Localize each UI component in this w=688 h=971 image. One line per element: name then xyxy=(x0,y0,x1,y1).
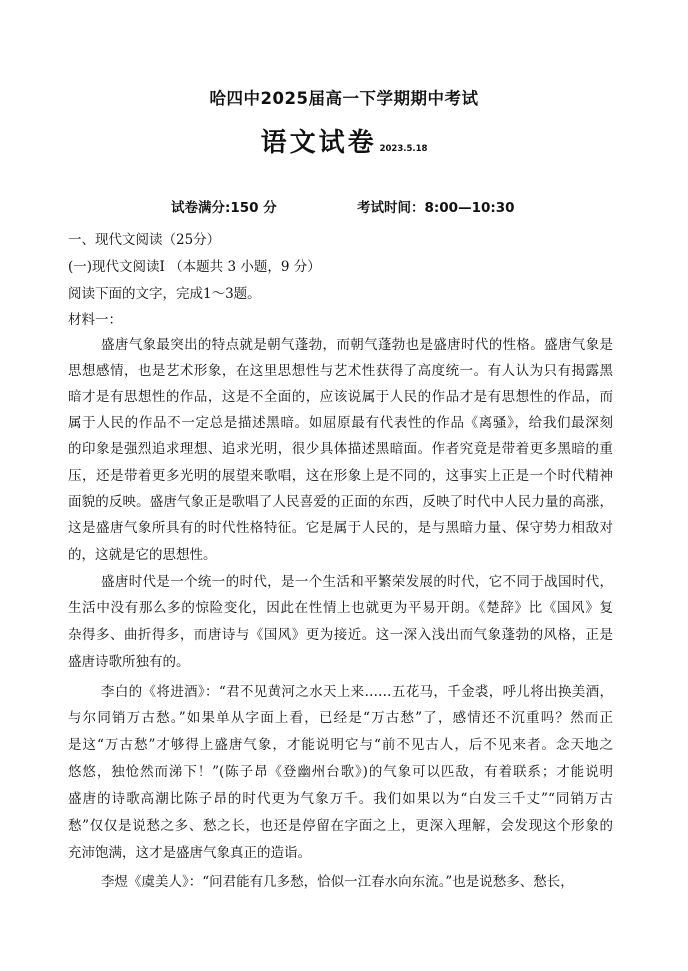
body-line: 充沛饱满，这才是盛唐气象真正的造诣。 xyxy=(68,845,311,861)
subject-title: 语文试卷 xyxy=(260,128,377,158)
body-line: 李白的《将进酒》：“君不见黄河之水天上来……五花马，千金裘，呼儿将出换美酒， xyxy=(101,684,613,700)
subject-line xyxy=(0,122,688,159)
exam-date: 2023.5.18 xyxy=(379,144,428,154)
instruction-text: 阅读下面的文字，完成1～3题。 xyxy=(68,286,261,302)
body-line: 盛唐气象最突出的特点就是朝气蓬勃，而朝气蓬勃也是盛唐时代的性格。盛唐气象是 xyxy=(101,337,613,353)
material-label: 材料一： xyxy=(68,312,122,328)
body-line: 盛唐的诗歌高潮比陈子昂的时代更为气象万千。我们如果以为“白发三千丈”“同销万古 xyxy=(68,791,613,807)
body-line: 悠悠，独怆然而涕下！”(陈子昂《登幽州台歌》)的气象可以匹敌，有着联系；才能说明 xyxy=(68,764,613,780)
body-line: 的，这就是它的思想性。 xyxy=(68,547,217,563)
body-line: 盛唐诗歌所独有的。 xyxy=(68,654,190,670)
body-line: 愁”仅仅是说愁之多、愁之长，也还是停留在字面之上，更深入理解，会发现这个形象的 xyxy=(68,818,613,834)
body-line: 思想感情，也是艺术形象，在这里思想性与艺术性获得了高度统一。有人认为只有揭露黑 xyxy=(68,363,613,379)
body-line: 这是盛唐气象所具有的时代性格特征。它是属于人民的，是与黑暗力量、保守势力相敌对 xyxy=(68,520,613,536)
body-line: 是这“万古愁”才够得上盛唐气象，才能说明它与“前不见古人，后不见来者。念天地之 xyxy=(68,737,613,753)
section-heading: 一、现代文阅读（25分） xyxy=(68,232,221,248)
body-line: 杂得多、曲折得多，而唐诗与《国风》更为接近。这一深入浅出而气象蓬勃的风格，正是 xyxy=(68,627,613,643)
body-line: 的印象是强烈追求理想、追求光明，很少具体描述黑暗面。作者究竟是带着更多黑暗的重 xyxy=(68,441,613,457)
body-line: 盛唐时代是一个统一的时代，是一个生活和平繁荣发展的时代，它不同于战国时代， xyxy=(101,574,613,590)
school-title: 哈四中2025届高一下学期期中考试 xyxy=(209,89,479,108)
body-line: 面貌的反映。盛唐气象正是歌唱了人民喜爱的正面的东西，反映了时代中人民力量的高涨， xyxy=(68,494,613,510)
exam-time: 考试时间：8:00—10:30 xyxy=(357,200,515,216)
body-line: 属于人民的作品不一定总是描述黑暗。如屈原最有代表性的作品《离骚》，给我们最深刻 xyxy=(68,415,613,431)
subsection-heading: (一)现代文阅读Ⅰ （本题共 3 小题，9 分） xyxy=(68,259,321,275)
body-line: 李煜《虞美人》：“问君能有几多愁，恰似一江春水向东流。”也是说愁多、愁长， xyxy=(101,874,574,890)
body-line: 暗才是有思想性的作品，这是不全面的，应该说属于人民的作品才是有思想性的作品，而 xyxy=(68,389,613,405)
body-line: 生活中没有那么多的惊险变化，因此在性情上也就更为平易开朗。《楚辞》比《国风》复 xyxy=(68,600,613,616)
body-line: 压，还是带着更多光明的展望来歌唱，这在形象上是不同的，这事实上正是一个时代精神 xyxy=(68,468,613,484)
full-score: 试卷满分:150 分 xyxy=(171,200,277,216)
body-line: 与尔同销万古愁。”如果单从字面上看，已经是“万古愁”了，感情还不沉重吗？然而正 xyxy=(68,710,613,726)
